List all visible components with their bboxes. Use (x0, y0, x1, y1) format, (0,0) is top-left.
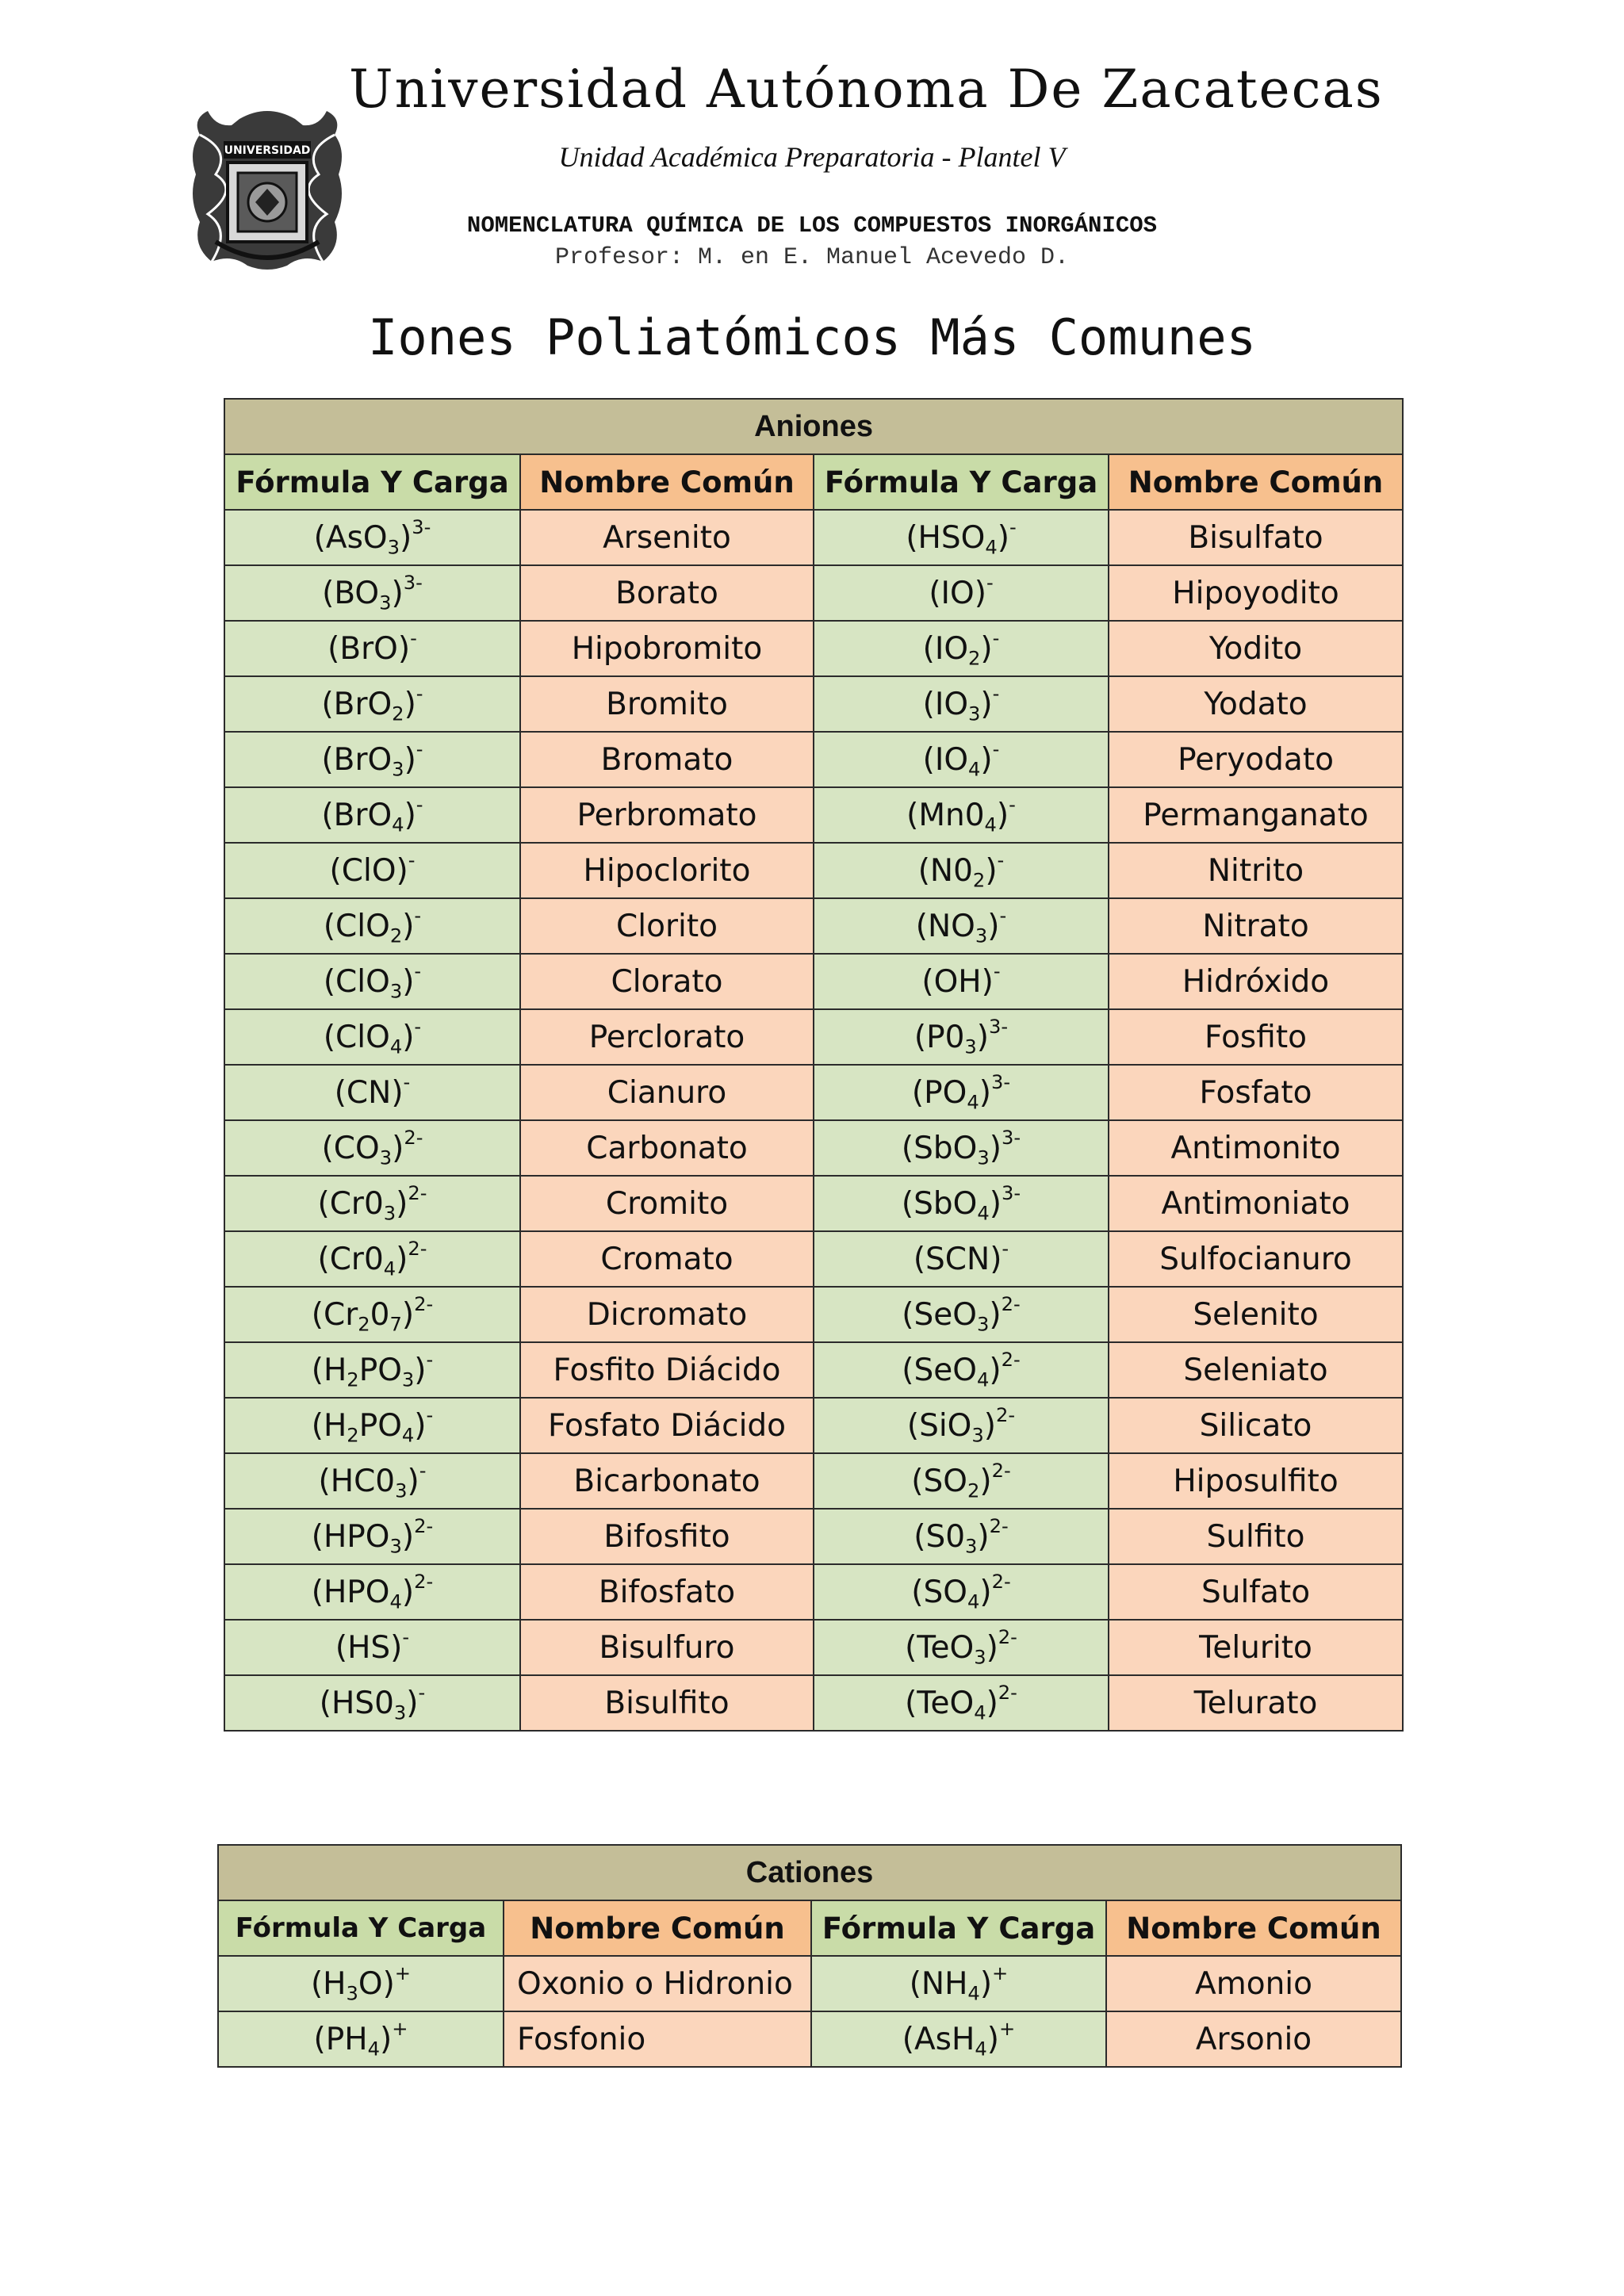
ion-name: Hipoyodito (1109, 565, 1403, 621)
table-row (224, 1120, 1403, 1176)
ion-name: Permanganato (1109, 787, 1403, 843)
ion-formula: $(SeO_3)^{2-}$ (814, 1287, 1109, 1342)
ion-formula: (CN)- (224, 1065, 520, 1120)
cations-table (217, 1844, 1402, 2068)
ion-formula: $(HSO_4)^-$ (814, 510, 1109, 565)
table-row (224, 1398, 1403, 1453)
ion-formula: $(P0_3)^{3-}$ (814, 1009, 1109, 1065)
table-row (218, 2011, 1401, 2067)
ion-name: Hipoclorito (520, 843, 814, 898)
ion-name: Cianuro (520, 1065, 814, 1120)
professor-name: Profesor: M. en E. Manuel Acevedo D. (554, 244, 1070, 271)
ion-name: Fosfonio (504, 2011, 811, 2067)
ion-formula: (ClO$_2$)- (224, 898, 520, 954)
ion-name: Borato (520, 565, 814, 621)
ion-name: Fosfato Diácido (520, 1398, 814, 1453)
ion-name: Bisulfato (1109, 510, 1403, 565)
table-row (224, 510, 1403, 565)
ion-name: Bromito (520, 676, 814, 732)
table-row (218, 1956, 1401, 2011)
table-row (224, 1231, 1403, 1287)
ion-name: Oxonio o Hidronio (504, 1956, 811, 2011)
anions-header-name-2: Nombre Común (1109, 454, 1403, 510)
ion-name: Nitrito (1109, 843, 1403, 898)
ion-name: Cromito (520, 1176, 814, 1231)
ion-name: Clorato (520, 954, 814, 1009)
ion-formula: $(N0_2)^-$ (814, 843, 1109, 898)
course-title: NOMENCLATURA QUÍMICA DE LOS COMPUESTOS INORGÁNICOS (466, 212, 1158, 239)
ion-formula: $(HPO_4)^{2-}$ (224, 1564, 520, 1620)
ion-formula: $(H_2PO_4)^-$ (224, 1398, 520, 1453)
ion-name: Telurito (1109, 1620, 1403, 1675)
ion-formula: $(IO_3)^-$ (814, 676, 1109, 732)
anions-header-name-1: Nombre Común (520, 454, 814, 510)
ion-formula: (HS)- (224, 1620, 520, 1675)
table-row (224, 1564, 1403, 1620)
ion-formula: $(HC0_3)^-$ (224, 1453, 520, 1509)
cations-header-name-2: Nombre Común (1106, 1900, 1401, 1956)
ion-formula: $(CO_3)^{2-}$ (224, 1120, 520, 1176)
ion-name: Antimoniato (1109, 1176, 1403, 1231)
ion-formula: (IO)- (814, 565, 1109, 621)
table-row (224, 732, 1403, 787)
ion-formula: $(BO_3)^{3-}$ (224, 565, 520, 621)
ion-formula: $(Cr0_4)^{2-}$ (224, 1231, 520, 1287)
ion-name: Amonio (1106, 1956, 1401, 2011)
ion-formula: (OH)- (814, 954, 1109, 1009)
ion-formula: $(TeO_4)^{2-}$ (814, 1675, 1109, 1731)
table-row (224, 1620, 1403, 1675)
ion-formula: (BrO$_2$)- (224, 676, 520, 732)
table-row (224, 898, 1403, 954)
ion-formula: $(HPO_3)^{2-}$ (224, 1509, 520, 1564)
ion-name: Perclorato (520, 1009, 814, 1065)
ion-formula: $(SbO_4)^{3-}$ (814, 1176, 1109, 1231)
cations-rows (218, 1956, 1401, 2067)
ion-name: Seleniato (1109, 1342, 1403, 1398)
page-title: Iones Poliatómicos Más Comunes (368, 308, 1256, 366)
ion-formula: $(IO_4)^-$ (814, 732, 1109, 787)
ion-name: Bisulfito (520, 1675, 814, 1731)
ion-formula: (ClO)- (224, 843, 520, 898)
ion-formula: $(AsO_3)^{3-}$ (224, 510, 520, 565)
university-name: Universidad Autónoma De Zacatecas (349, 59, 1384, 120)
ion-formula: $(TeO_3)^{2-}$ (814, 1620, 1109, 1675)
ion-name: Clorito (520, 898, 814, 954)
table-row (224, 1453, 1403, 1509)
ion-formula: $(NH_4)^+$ (811, 1956, 1106, 2011)
ion-formula: $(S0_3)^{2-}$ (814, 1509, 1109, 1564)
ion-name: Bifosfato (520, 1564, 814, 1620)
cations-section-title: Cationes (218, 1845, 1401, 1900)
ion-formula: $(Cr_20_7)^{2-}$ (224, 1287, 520, 1342)
ion-name: Carbonato (520, 1120, 814, 1176)
cations-header-formula-2: Fórmula Y Carga (811, 1900, 1106, 1956)
ion-name: Dicromato (520, 1287, 814, 1342)
anions-table (224, 398, 1404, 1732)
ion-formula: $(IO_2)^-$ (814, 621, 1109, 676)
ion-formula: $(H_2PO_3)^-$ (224, 1342, 520, 1398)
table-row (224, 621, 1403, 676)
ion-name: Silicato (1109, 1398, 1403, 1453)
ion-name: Sulfato (1109, 1564, 1403, 1620)
ion-formula: $(SO_4)^{2-}$ (814, 1564, 1109, 1620)
table-row (224, 676, 1403, 732)
cations-header-formula-1: Fórmula Y Carga (218, 1900, 504, 1956)
academic-unit: Unidad Académica Preparatoria - Plantel V (558, 141, 1066, 173)
ion-name: Yodato (1109, 676, 1403, 732)
anions-header-formula-2: Fórmula Y Carga (814, 454, 1109, 510)
ion-formula: (BrO$_3$)- (224, 732, 520, 787)
table-row (224, 843, 1403, 898)
ion-name: Telurato (1109, 1675, 1403, 1731)
ion-name: Selenito (1109, 1287, 1403, 1342)
ion-formula: $(Mn0_4)^-$ (814, 787, 1109, 843)
ion-name: Fosfito (1109, 1009, 1403, 1065)
table-row (224, 1675, 1403, 1731)
table-row (224, 1342, 1403, 1398)
ion-formula: (ClO$_4$)- (224, 1009, 520, 1065)
ion-name: Nitrato (1109, 898, 1403, 954)
ion-name: Cromato (520, 1231, 814, 1287)
ion-name: Sulfocianuro (1109, 1231, 1403, 1287)
ion-name: Perbromato (520, 787, 814, 843)
ion-formula: $(H_3O)^+$ (218, 1956, 504, 2011)
ion-formula: (BrO$_4$)- (224, 787, 520, 843)
ion-formula: (AsH$_4$)+ (811, 2011, 1106, 2067)
ion-formula: $(Cr0_3)^{2-}$ (224, 1176, 520, 1231)
table-row (224, 1009, 1403, 1065)
table-row (224, 1176, 1403, 1231)
ion-formula: $(SeO_4)^{2-}$ (814, 1342, 1109, 1398)
ion-name: Fosfato (1109, 1065, 1403, 1120)
ion-formula: $(NO_3)^-$ (814, 898, 1109, 954)
ion-name: Arsonio (1106, 2011, 1401, 2067)
table-row (224, 1287, 1403, 1342)
ion-name: Hidróxido (1109, 954, 1403, 1009)
ion-formula: $(SiO_3)^{2-}$ (814, 1398, 1109, 1453)
table-row (224, 1509, 1403, 1564)
ion-formula: $(PH_4)^+$ (218, 2011, 504, 2067)
ion-name: Hipobromito (520, 621, 814, 676)
ion-name: Yodito (1109, 621, 1403, 676)
ion-formula: $(PO_4)^{3-}$ (814, 1065, 1109, 1120)
ion-name: Bifosfito (520, 1509, 814, 1564)
ion-name: Bromato (520, 732, 814, 787)
ion-formula: (ClO$_3$)- (224, 954, 520, 1009)
ion-name: Bicarbonato (520, 1453, 814, 1509)
anions-rows (224, 510, 1403, 1731)
seal-text: UNIVERSIDAD (224, 144, 311, 157)
ion-formula: $(HS0_3)^-$ (224, 1675, 520, 1731)
ion-name: Sulfito (1109, 1509, 1403, 1564)
anions-section-title: Aniones (224, 399, 1403, 454)
table-row (224, 787, 1403, 843)
cations-header-name-1: Nombre Común (504, 1900, 811, 1956)
ion-name: Arsenito (520, 510, 814, 565)
ion-formula: $(SO_2)^{2-}$ (814, 1453, 1109, 1509)
anions-header-formula-1: Fórmula Y Carga (224, 454, 520, 510)
table-row (224, 954, 1403, 1009)
ion-name: Antimonito (1109, 1120, 1403, 1176)
ion-formula: (SCN)- (814, 1231, 1109, 1287)
ion-name: Bisulfuro (520, 1620, 814, 1675)
table-row (224, 565, 1403, 621)
ion-formula: (BrO)- (224, 621, 520, 676)
ion-name: Fosfito Diácido (520, 1342, 814, 1398)
ion-name: Peryodato (1109, 732, 1403, 787)
table-row (224, 1065, 1403, 1120)
ion-name: Hiposulfito (1109, 1453, 1403, 1509)
ion-formula: $(SbO_3)^{3-}$ (814, 1120, 1109, 1176)
